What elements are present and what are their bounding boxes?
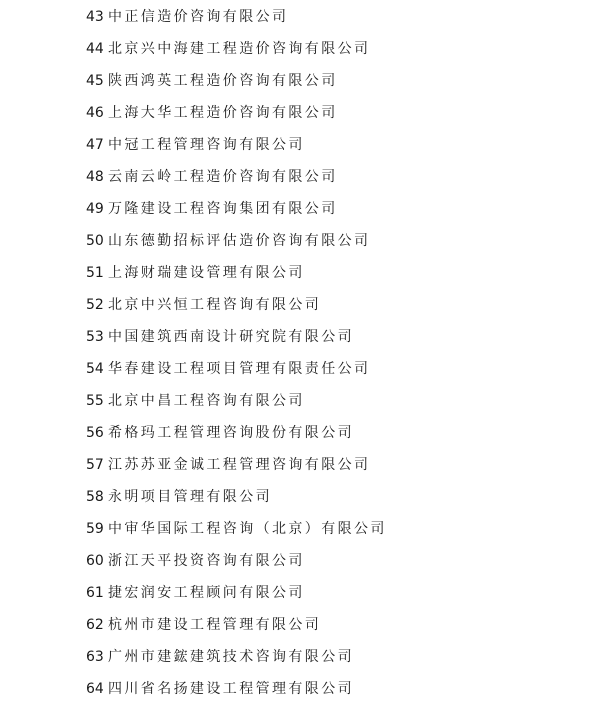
list-item (86, 391, 305, 411)
list-item (86, 455, 370, 475)
item-number: 60 (86, 553, 104, 569)
company-name: 陕西鸿英工程造价咨询有限公司 (108, 73, 338, 89)
list-item (86, 519, 387, 539)
list-item (86, 647, 354, 667)
list-item (86, 103, 338, 123)
company-name: 江苏苏亚金诚工程管理咨询有限公司 (108, 457, 371, 473)
list-item (86, 583, 305, 603)
company-name: 北京中昌工程咨询有限公司 (108, 393, 305, 409)
item-number: 45 (86, 73, 104, 89)
item-number: 61 (86, 585, 104, 601)
company-name: 万隆建设工程咨询集团有限公司 (108, 201, 338, 217)
company-name: 广州市建鋐建筑技术咨询有限公司 (108, 649, 354, 665)
item-number: 48 (86, 169, 104, 185)
company-name: 中冠工程管理咨询有限公司 (108, 137, 305, 153)
company-name: 永明项目管理有限公司 (108, 489, 272, 505)
list-item (86, 551, 305, 571)
company-name: 中正信造价咨询有限公司 (108, 9, 289, 25)
list-item (86, 71, 338, 91)
item-number: 53 (86, 329, 104, 345)
list-item (86, 231, 370, 251)
item-number: 47 (86, 137, 104, 153)
list-item (86, 295, 321, 315)
company-name: 浙江天平投资咨询有限公司 (108, 553, 305, 569)
company-name: 上海财瑞建设管理有限公司 (108, 265, 305, 281)
company-name: 中审华国际工程咨询（北京）有限公司 (108, 521, 387, 537)
company-name: 华春建设工程项目管理有限责任公司 (108, 361, 371, 377)
list-item (86, 7, 288, 27)
item-number: 63 (86, 649, 104, 665)
list-item (86, 423, 354, 443)
list-item (86, 679, 354, 699)
item-number: 58 (86, 489, 104, 505)
company-name: 北京兴中海建工程造价咨询有限公司 (108, 41, 371, 57)
item-number: 64 (86, 681, 104, 697)
item-number: 62 (86, 617, 104, 633)
item-number: 55 (86, 393, 104, 409)
item-number: 50 (86, 233, 104, 249)
company-name: 杭州市建设工程管理有限公司 (108, 617, 322, 633)
company-name: 北京中兴恒工程咨询有限公司 (108, 297, 322, 313)
item-number: 43 (86, 9, 104, 25)
item-number: 44 (86, 41, 104, 57)
list-item (86, 327, 354, 347)
company-name: 中国建筑西南设计研究院有限公司 (108, 329, 354, 345)
company-name: 山东德勤招标评估造价咨询有限公司 (108, 233, 371, 249)
list-item (86, 135, 305, 155)
item-number: 54 (86, 361, 104, 377)
item-number: 51 (86, 265, 104, 281)
list-item (86, 199, 338, 219)
item-number: 56 (86, 425, 104, 441)
company-name: 希格玛工程管理咨询股份有限公司 (108, 425, 354, 441)
company-name: 云南云岭工程造价咨询有限公司 (108, 169, 338, 185)
item-number: 59 (86, 521, 104, 537)
item-number: 46 (86, 105, 104, 121)
list-item (86, 167, 338, 187)
company-name: 捷宏润安工程顾问有限公司 (108, 585, 305, 601)
company-name: 四川省名扬建设工程管理有限公司 (108, 681, 354, 697)
item-number: 49 (86, 201, 104, 217)
item-number: 57 (86, 457, 104, 473)
list-item (86, 359, 370, 379)
company-name: 上海大华工程造价咨询有限公司 (108, 105, 338, 121)
list-item (86, 263, 305, 283)
item-number: 52 (86, 297, 104, 313)
list-item (86, 39, 370, 59)
list-item (86, 487, 272, 507)
list-item (86, 615, 321, 635)
